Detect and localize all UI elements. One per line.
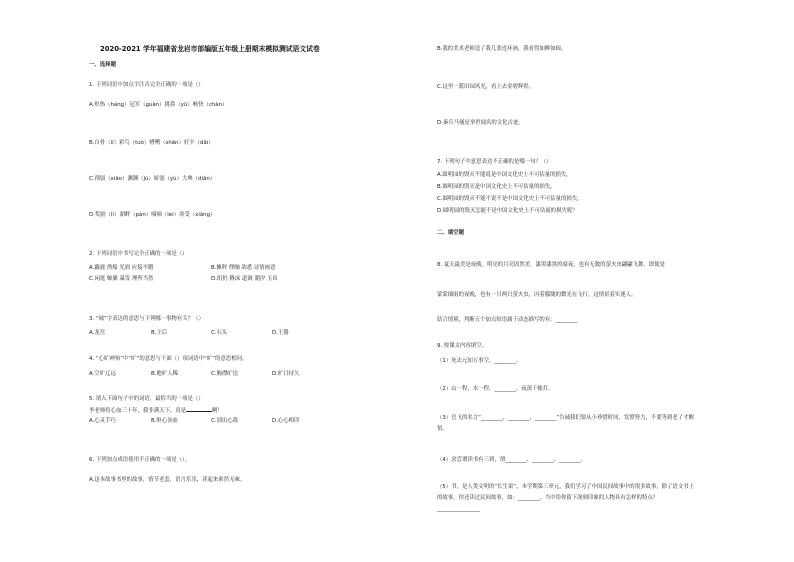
q8-question <box>437 317 577 324</box>
q6-stem: 6. 下列加点成语使用不正确的一项是（）。 <box>89 457 191 463</box>
q4-option-b[interactable]: B.地旷人稀 <box>151 371 178 377</box>
q7-stem: 7. 下列句子中意思表达不正确的是哪一句？（） <box>437 159 552 165</box>
q6-option-d[interactable]: D.秦兵马俑是举世闻名的文化古迹。 <box>437 120 524 126</box>
q5-option-b[interactable]: B.呕心沥血 <box>151 418 178 424</box>
q5-sentence-pre: 李老师将心血三十年，我非满天下，真是 <box>89 408 187 414</box>
q8-question-text: 结合情境，判断五个加点短语属于动态描写的有： <box>437 317 556 323</box>
q1-option-c[interactable]: C.削弱（xiāo）渊渊（jù）娇弱（yù）大典（diǎn） <box>89 176 216 182</box>
q5-stem: 5. 填入下面句子中的词语，最恰当的一项是（） <box>89 396 204 402</box>
q8-answer-blank[interactable]: ________ <box>555 317 578 323</box>
q1-option-b[interactable]: B.白骨（lí）彩鸟（tuó）嘈嘈（shān）好歹（dǎi） <box>89 140 214 146</box>
q7-option-c[interactable]: C.圆明园的毁灭不能不说不是中国文化史上不可估量的损失。 <box>437 196 583 202</box>
q3-option-d[interactable]: D.王器 <box>272 330 289 336</box>
section-fill-heading: 二、填空题 <box>437 230 464 236</box>
q5-option-d[interactable]: D.心心相印 <box>272 418 300 424</box>
q9-part3-line2: 悟。 <box>437 426 448 432</box>
q5-answer-blank[interactable] <box>186 406 212 412</box>
q4-option-d[interactable]: D.旷日持久 <box>272 371 300 377</box>
right-page <box>397 0 794 562</box>
q2-option-b[interactable]: B.摊秤 俚咖 韵悉 诗情画意 <box>211 265 276 271</box>
q4-option-c[interactable]: C.胸襟旷达 <box>211 371 239 377</box>
q2-option-c[interactable]: C.闲逛 鲸翼 暴发 理所当然 <box>89 276 154 282</box>
q5-option-a[interactable]: A.心灵手巧 <box>89 418 116 424</box>
q5-sentence-post: 啊！ <box>212 408 223 414</box>
q9-part5-answer-line[interactable]: ________________ <box>437 506 481 512</box>
q5-sentence <box>89 406 223 415</box>
q4-stem: 4. “心旷神怡”中“旷”的意思与下面（）项词语中“旷”的意思相同。 <box>89 356 248 362</box>
q7-option-a[interactable]: A.圆明园的毁灭不能说是中国文化史上不可估量的损失。 <box>437 172 572 178</box>
q3-option-a[interactable]: A.龙宫 <box>89 330 106 336</box>
q2-option-d[interactable]: D.组扔 腾沫 道调 潮汐 玉帛 <box>211 276 278 282</box>
q9-part5-line2[interactable]: 的故事，你还读过民间故事，如：________，当中给你留下深刻印象的人物具有怎样的特点？ <box>437 495 659 501</box>
q6-option-a[interactable]: A.这本故事书里的故事，情节老套，语言乐乐，读起来索然无味。 <box>89 477 246 483</box>
q4-option-a[interactable]: A.空旷辽远 <box>89 371 116 377</box>
q1-stem: 1. 下列词语中加点字注音完全正确的一项是（） <box>89 82 204 88</box>
q3-option-b[interactable]: B.王后 <box>151 330 168 336</box>
q1-option-d[interactable]: D.奖励（lì）湖畔（pàn）嘀嘀（lei）寒受（xiānɡ） <box>89 212 216 218</box>
q6-option-c[interactable]: C.这里一派田园风光，看上去金碧辉煌。 <box>437 84 535 90</box>
q9-stem: 9. 按课文内容填空。 <box>437 343 487 349</box>
q1-option-a[interactable]: A.炽热（hánɡ）冠军（ɡuàn）挑鼻（yǔ）畅快（chàn） <box>89 102 228 108</box>
q9-part4[interactable]: （4）余尝谓读书有三到，谓________、________、________。 <box>437 457 586 463</box>
q9-part3-line1[interactable]: （3）岳飞的名言“________，________，________”告诫我们要从小珍惜时间，发愤努力，不要等到老了才醒 <box>437 415 694 421</box>
q3-stem: 3. “城”字表达的意思与下列哪一事物有关？（） <box>89 316 204 322</box>
q7-option-d[interactable]: D.圆明园的毁灭怎能不是中国文化史上不可估量的损失呢？ <box>437 208 578 214</box>
q9-part5-line1: （5）书，是人类文明的“长生果”。本学期第三单元，我们学习了中国民间故事中的很多故事，除了语文书上 <box>437 484 694 490</box>
q2-option-a[interactable]: A.藕鹿 渔船 光润 应接不暇 <box>89 265 154 271</box>
q6-option-b[interactable]: B.我的美术老师送了我几张连环画，我看得如醉如痴。 <box>437 46 567 52</box>
q5-option-c[interactable]: C.别出心裁 <box>211 418 239 424</box>
exam-title: 2020-2021 学年福建省龙岩市部编版五年级上册期末模拟测试语文试卷 <box>100 45 320 53</box>
q8-passage-line2: 蒙蒙细雨的夜晚，也有一只两只萤火虫，闪着朦胧的微光在飞行，这情景着实迷人。 <box>437 292 637 298</box>
q9-part1[interactable]: （1）死去元知万事空，________。 <box>437 358 522 364</box>
q3-option-c[interactable]: C.石头 <box>211 330 228 336</box>
section-choice-heading: 一、选择题 <box>89 62 116 68</box>
q2-stem: 2. 下列词语中书写完全正确的一项是（） <box>89 251 188 257</box>
q9-part2[interactable]: （2）山一程，水一程，________，夜深千帐灯。 <box>437 386 554 392</box>
q8-passage-line1: 8. 夏天最美是夜晚。明亮的月亮固然美，漆黑漆黑的暗夜，也有无数的萤火虫翩翩飞舞。即使是 <box>437 262 665 268</box>
q7-option-b[interactable]: B.圆明园的毁灭是中国文化史上不可估量的损失。 <box>437 184 556 190</box>
